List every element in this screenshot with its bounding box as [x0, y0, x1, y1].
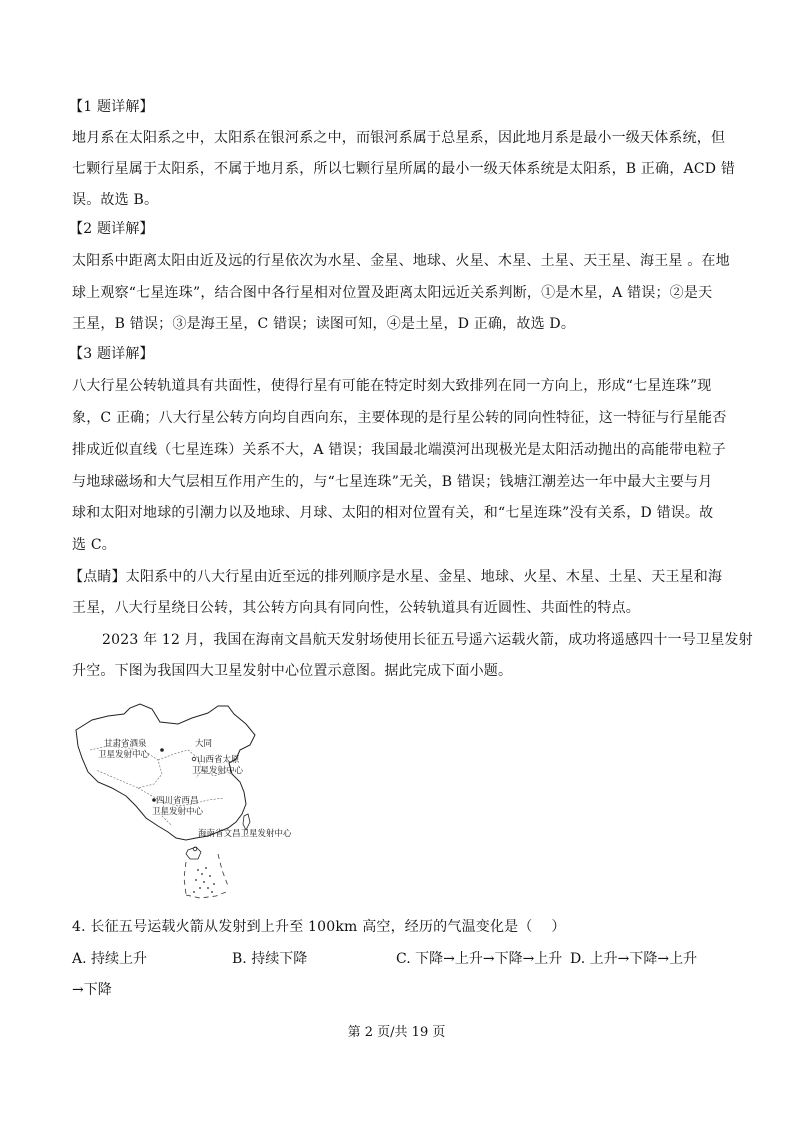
jiuquan-label: 卫星发射中心 — [98, 750, 150, 760]
q3-line: 象，C 正确；八大行星公转方向均自西向东，主要体现的是行星公转的同向性特征，这一特征与行星能否 — [72, 410, 727, 426]
wenchang-label: 海南省文昌卫星发射中心 — [198, 829, 292, 839]
xichang-label: 卫星发射中心 — [152, 807, 204, 817]
option-d-continued: →下降 — [72, 982, 112, 998]
south-china-sea-inset — [184, 854, 228, 898]
datong-label: 大同 — [195, 739, 213, 749]
taiyuan-label: 卫星发射中心 — [192, 766, 244, 776]
q2-line: 球上观察“七星连珠”，结合图中各行星相对位置及距离太阳远近关系判断，①是木星，A 错误；②是天 — [72, 285, 713, 301]
taiwan-island — [243, 814, 250, 830]
south-sea-islands — [193, 867, 215, 893]
taiyuan-label: 山西省太原 — [197, 755, 240, 765]
q1-line: 地月系在太阳系之中，太阳系在银河系之中，而银河系属于总星系，因此地月系是最小一级天体系统，但 — [72, 130, 726, 146]
q1-line: 七颗行星属于太阳系，不属于地月系，所以七颗行星所属的最小一级天体系统是太阳系，B 正确，ACD 错 — [72, 161, 736, 177]
comment-line: 王星，八大行星绕日公转，其公转方向具有同向性，公转轨道具有近圆性、共面性的特点。 — [72, 600, 640, 616]
q1-heading: 【1 题详解】 — [69, 99, 154, 115]
taiyuan-marker — [192, 757, 196, 761]
q3-line: 排成近似直线（七星连珠）关系不大，A 错误；我国最北端漠河出现极光是太阳活动抛出的高能带电粒子 — [72, 442, 726, 458]
option-c: C. 下降→上升→下降→上升 — [396, 951, 563, 967]
option-b: B. 持续下降 — [232, 951, 308, 967]
q3-heading: 【3 题详解】 — [69, 346, 154, 362]
comment-line: 【点睛】太阳系中的八大行星由近至远的排列顺序是水星、金星、地球、火星、木星、土星、天王星和海 — [69, 569, 723, 585]
q3-line: 选 C。 — [72, 537, 116, 553]
question4-stem: 4. 长征五号运载火箭从发射到上升至 100km 高空，经历的气温变化是（ ） — [72, 919, 566, 935]
q3-line: 八大行星公转轨道具有共面性，使得行星有可能在特定时刻大致排列在同一方向上，形成“七星连珠”现 — [72, 378, 712, 394]
jiuquan-label: 甘肃省酒泉 — [104, 739, 147, 749]
q1-line: 误。故选 B。 — [72, 192, 159, 208]
intro-line: 2023 年 12 月，我国在海南文昌航天发射场使用长征五号遥六运载火箭，成功将遥感四十一号卫星发射 — [102, 632, 753, 648]
xichang-label: 四川省西昌 — [156, 796, 199, 806]
q2-line: 太阳系中距离太阳由近及远的行星依次为水星、金星、地球、火星、木星、土星、天王星、海王星 。在地 — [72, 253, 730, 269]
jiuquan-marker — [160, 748, 164, 752]
q3-line: 球和太阳对地球的引潮力以及地球、月球、太阳的相对位置有关，和“七星连珠”没有关系，D 错误。故 — [72, 505, 714, 521]
page-number: 第 2 页/共 19 页 — [347, 1025, 446, 1040]
option-a: A. 持续上升 — [72, 951, 148, 967]
intro-line: 升空。下图为我国四大卫星发射中心位置示意图。据此完成下面小题。 — [72, 663, 513, 679]
china-launch-center-map — [68, 702, 318, 902]
option-d: D. 上升→下降→上升 — [570, 951, 698, 967]
q2-line: 王星，B 错误；③是海王星，C 错误；读图可知，④是土星，D 正确，故选 D。 — [72, 316, 576, 332]
q2-heading: 【2 题详解】 — [69, 221, 154, 237]
q3-line: 与地球磁场和大气层相互作用产生的，与“七星连珠”无关，B 错误；钱塘江潮差达一年中最大主要与月 — [72, 474, 713, 490]
